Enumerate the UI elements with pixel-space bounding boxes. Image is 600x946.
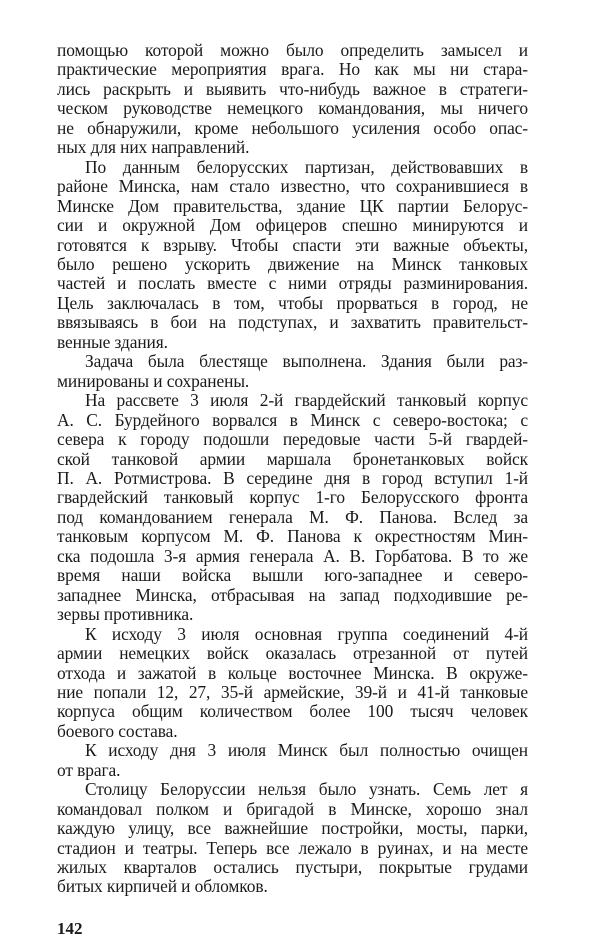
paragraph xyxy=(57,741,528,780)
text-line: каждую улицу, все важнейшие постройки, мосты, парки, xyxy=(57,818,528,839)
text-line: Минске Дом правительства, здание ЦК партии Белорус- xyxy=(57,195,528,216)
text-line: под командованием генерала М. Ф. Панова. Вслед за xyxy=(57,506,528,527)
text-line: помощью которой можно было определить замысел и xyxy=(57,40,528,60)
text-line: танковым корпусом М. Ф. Панова к окрестностям Мин- xyxy=(57,526,528,547)
text-line: На рассвете 3 июля 2-й гвардейский танковый корпус xyxy=(85,390,528,411)
text-line: не обнаружили, кроме небольшого усиления особо опас- xyxy=(57,117,528,138)
text-line: А. С. Бурдейного ворвался в Минск с северо-востока; с xyxy=(57,409,528,430)
text-line: боевого состава. xyxy=(57,720,178,741)
text-line: Цель заключалась в том, чтобы прорваться в город, не xyxy=(57,292,528,313)
text-line: битых кирпичей и обломков. xyxy=(57,876,268,897)
paragraph xyxy=(57,352,528,391)
text-column xyxy=(57,41,528,897)
text-line: армии немецких войск оказалась отрезанной от путей xyxy=(57,643,528,664)
paragraph xyxy=(57,158,528,353)
text-line: командовал полком и бригадой в Минске, хорошо знал xyxy=(57,798,528,819)
text-line: минированы и сохранены. xyxy=(57,370,250,391)
text-line: венные здания. xyxy=(57,331,168,352)
text-line: районе Минска, нам стало известно, что сохранившиеся в xyxy=(57,176,528,197)
text-line: корпуса общим количеством более 100 тысяч человек xyxy=(57,701,528,722)
text-line: К исходу 3 июля основная группа соединений 4-й xyxy=(85,623,528,644)
text-line: западнее Минска, отбрасывая на запад подходившие ре- xyxy=(57,584,528,605)
text-line: ской танковой армии маршала бронетанковых войск xyxy=(57,448,528,469)
text-line: ввязываясь в бои на подступах, и захватить правительст- xyxy=(57,312,528,333)
text-line: К исходу дня 3 июля Минск был полностью очищен xyxy=(85,740,528,761)
text-line: Столицу Белоруссии нельзя было узнать. Семь лет я xyxy=(85,779,528,800)
page-body xyxy=(57,41,528,939)
text-line: ческом руководстве немецкого командования, мы ничего xyxy=(57,98,528,119)
text-line: гвардейский танковый корпус 1-го Белорусского фронта xyxy=(57,487,528,508)
text-line: жилых кварталов остались пустыри, покрытые грудами xyxy=(57,857,528,878)
text-line: от врага. xyxy=(57,759,121,780)
paragraph xyxy=(57,41,528,158)
text-line: отхода и зажатой в кольце восточнее Минска. В окруже- xyxy=(57,662,528,683)
text-line: ных для них направлений. xyxy=(57,137,250,158)
paragraph xyxy=(57,625,528,742)
text-line: зервы противника. xyxy=(57,604,194,625)
paragraph xyxy=(57,391,528,624)
text-line: сии и окружной Дом офицеров спешно минируются и xyxy=(57,215,528,236)
text-line: частей и послать вместе с ними отряды разминирования. xyxy=(57,273,528,294)
text-line: практические мероприятия врага. Но как мы ни стара- xyxy=(57,59,528,80)
text-line: было решено ускорить движение на Минск танковых xyxy=(57,253,528,274)
text-line: лись раскрыть и выявить что-нибудь важное в стратеги- xyxy=(57,78,528,99)
text-line: стадион и театры. Теперь все лежало в руинах, и на месте xyxy=(57,837,528,858)
text-line: ние попали 12, 27, 35-й армейские, 39-й и 41-й танковые xyxy=(57,681,528,702)
text-line: По данным белорусских партизан, действовавших в xyxy=(85,156,528,177)
page-number: 142 xyxy=(57,918,83,938)
text-line: время наши войска вышли юго-западнее и северо- xyxy=(57,565,528,586)
text-line: Задача была блестяще выполнена. Здания были раз- xyxy=(85,351,528,372)
text-line: П. А. Ротмистрова. В середине дня в город вступил 1-й xyxy=(57,467,528,488)
text-line: ска подошла 3-я армия генерала А. В. Горбатова. В то же xyxy=(57,545,528,566)
text-line: готовятся к взрыву. Чтобы спасти эти важные объекты, xyxy=(57,234,528,255)
text-line: севера к городу подошли передовые части 5-й гвардей- xyxy=(57,429,528,450)
paragraph xyxy=(57,780,528,897)
